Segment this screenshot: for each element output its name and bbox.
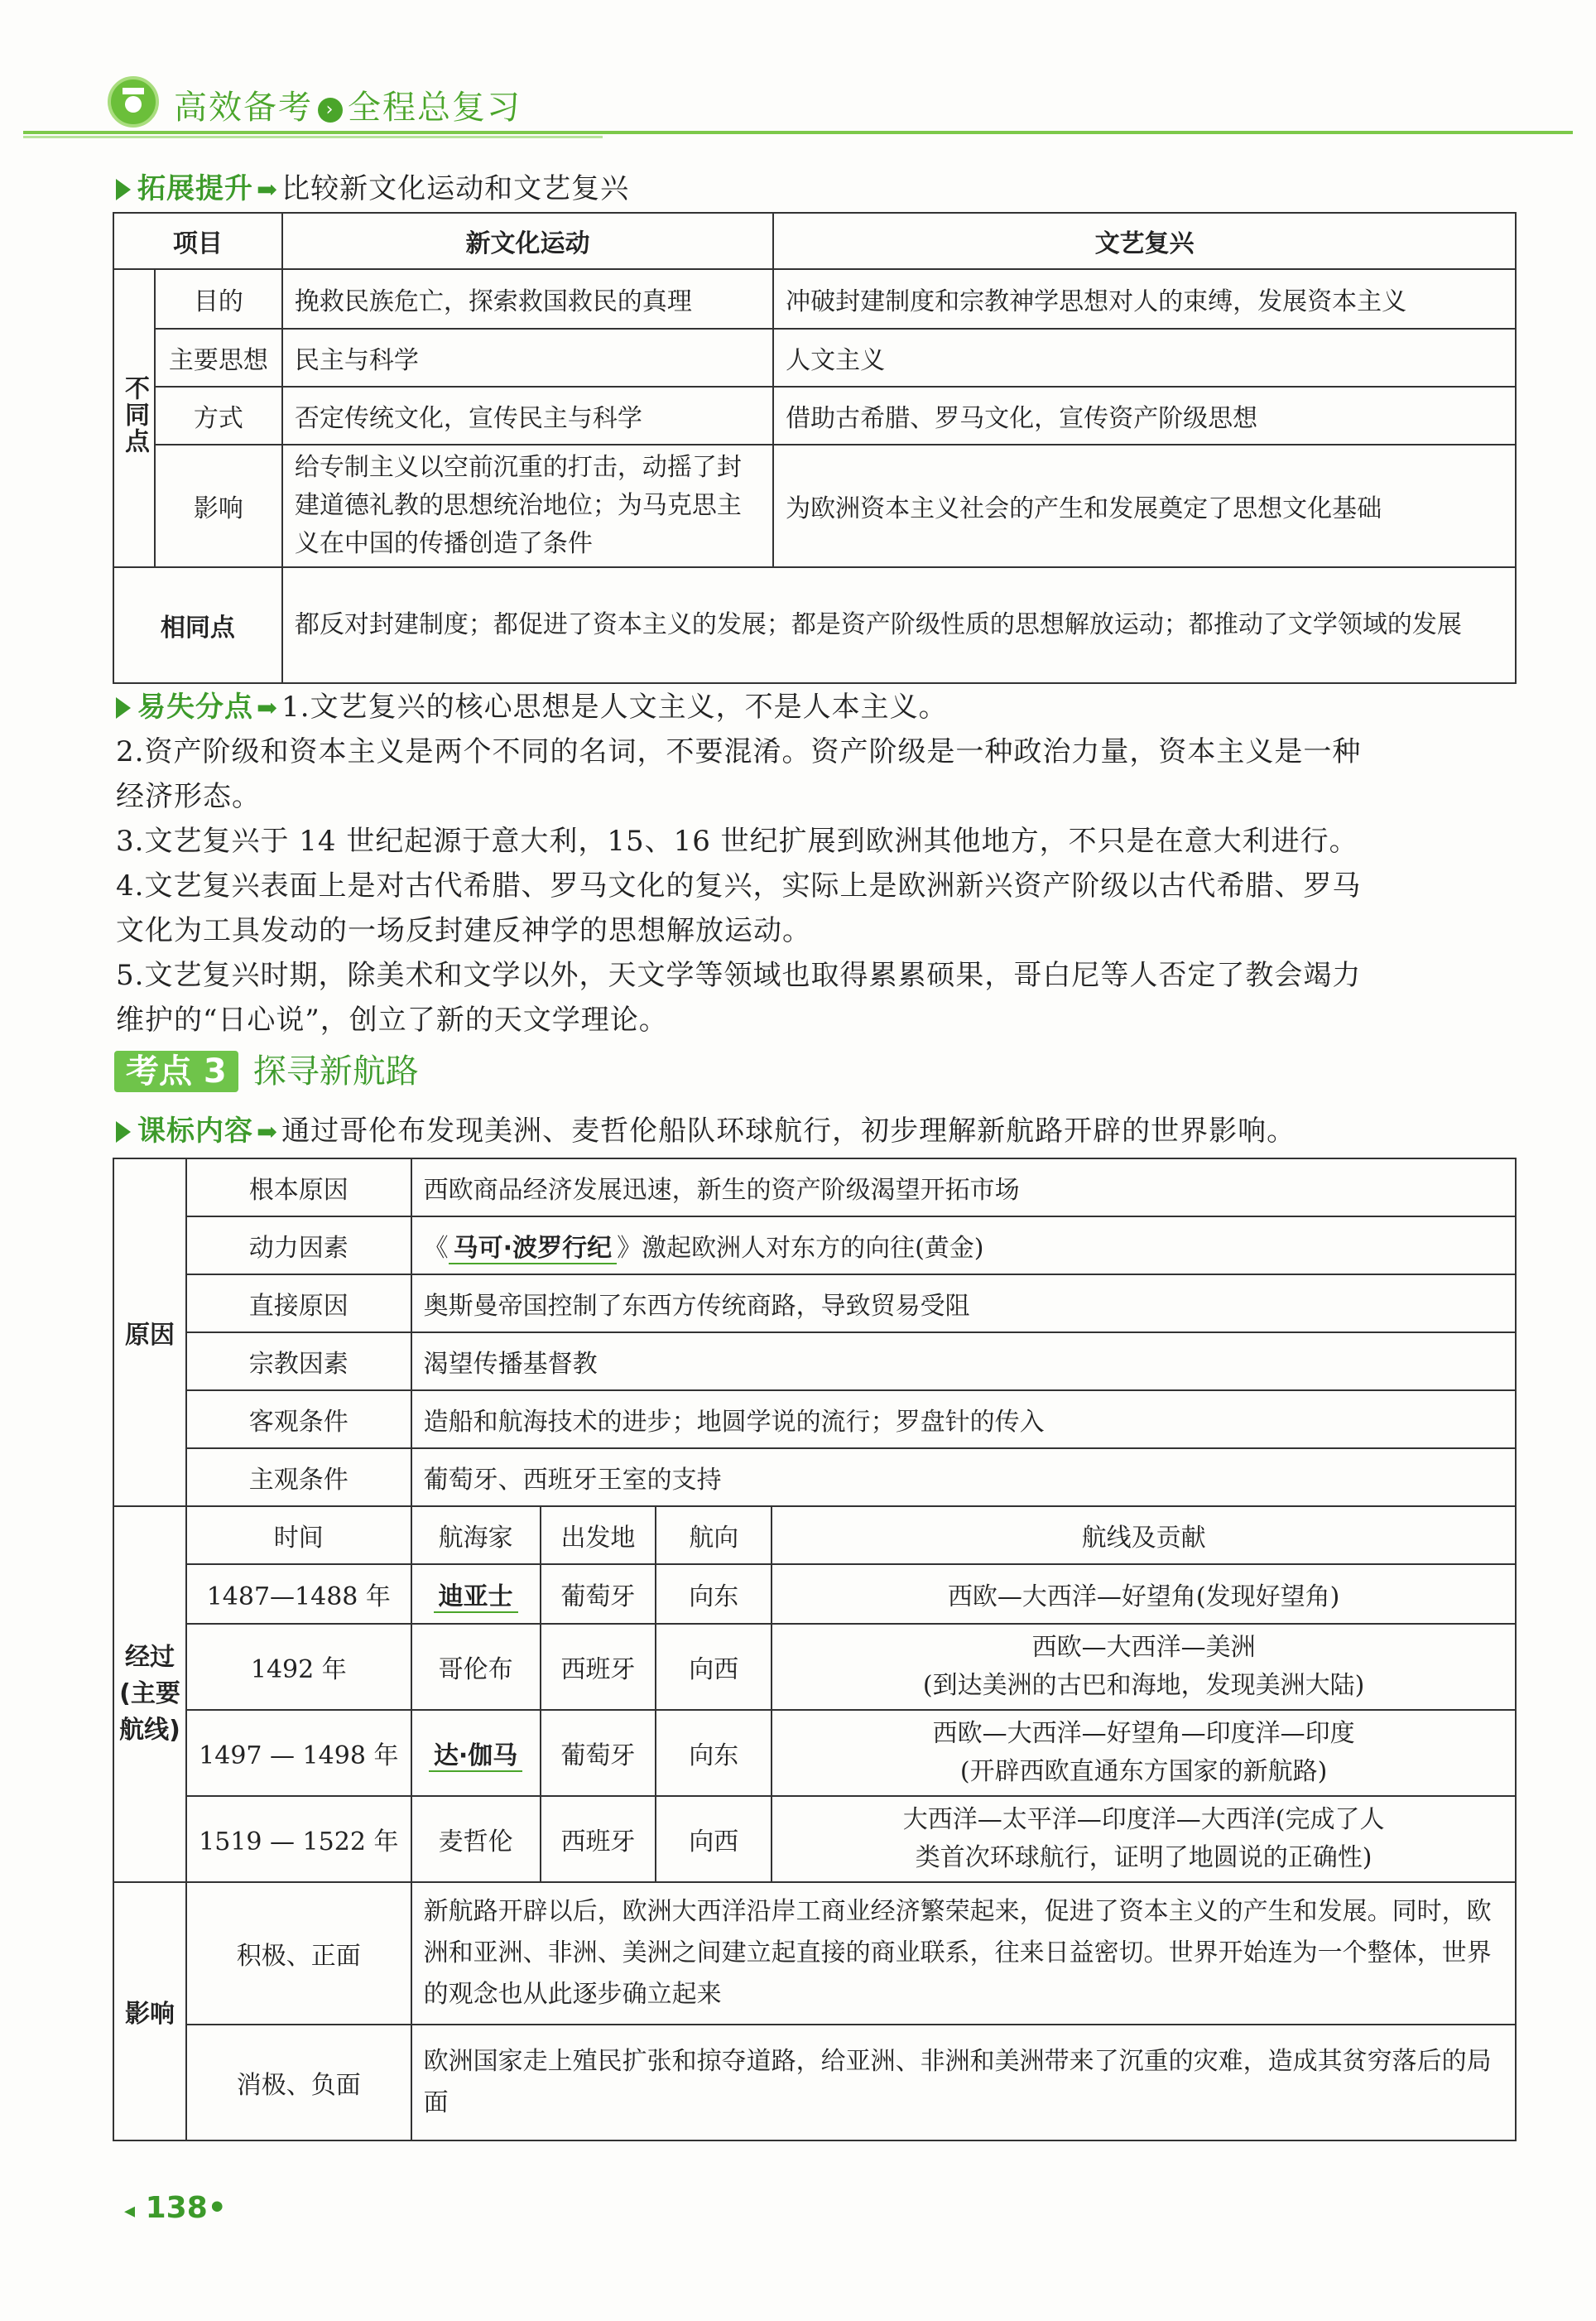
cause-value: 渴望传播基督教 (411, 1332, 1516, 1390)
voyage-direction: 向东 (656, 1710, 772, 1796)
cause-key: 根本原因 (186, 1158, 411, 1216)
row-item: 主要思想 (155, 329, 282, 387)
extend-title: 比较新文化运动和文艺复兴 (281, 172, 630, 205)
comparison-table (113, 212, 1517, 684)
pitfall-item: 3.文艺复兴于 14 世纪起源于意大利，15、16 世纪扩展到欧洲其他地方，不只是在意大利进行。 (116, 825, 1358, 858)
chevron-right-icon: › (318, 98, 343, 123)
row-cell-b: 借助古希腊、罗马文化，宣传资产阶级思想 (773, 387, 1516, 445)
voyage-route (772, 1564, 1516, 1624)
route-contribution: (开辟西欧直通东方国家的新航路) (959, 1757, 1328, 1786)
course-label: 经过(主要航线) (113, 1506, 186, 1882)
cause-value: 葡萄牙、西班牙王室的支持 (411, 1448, 1516, 1506)
head-direction: 航向 (656, 1506, 772, 1564)
pitfall-item: 4.文艺复兴表面上是对古代希腊、罗马文化的复兴，实际上是欧洲新兴资产阶级以古代希腊、罗马 (116, 869, 1362, 903)
triangle-icon (116, 1121, 131, 1143)
cause-value (411, 1216, 1516, 1274)
curriculum-label: 课标内容 (137, 1115, 253, 1148)
arrow-right-icon: ➡ (257, 176, 279, 205)
impact-value: 欧洲国家走上殖民扩张和掠夺道路，给亚洲、非洲和美洲带来了沉重的灾难，造成其贫穷落后的局面 (411, 2025, 1516, 2140)
route-line: 西欧—大西洋—好望角—印度洋—印度 (932, 1719, 1355, 1748)
brand-right: 全程总复习 (348, 89, 522, 127)
voyage-route (772, 1710, 1516, 1796)
caret-left-icon: ◂ (124, 2198, 136, 2223)
voyage-from: 西班牙 (541, 1624, 656, 1710)
cause-value: 造船和航海技术的进步；地圆学说的流行；罗盘针的传入 (411, 1390, 1516, 1448)
voyage-from: 葡萄牙 (541, 1564, 656, 1624)
book-bracket-open: 《 (423, 1234, 449, 1263)
pitfall-item: 2.资产阶级和资本主义是两个不同的名词，不要混淆。资产阶级是一种政治力量，资本主义是一种 (116, 735, 1362, 768)
extend-label: 拓展提升 (137, 172, 253, 205)
impact-key: 消极、负面 (186, 2025, 411, 2140)
same-text: 都反对封建制度；都促进了资本主义的发展；都是资产阶级性质的思想解放运动；都推动了文学领域的发展 (282, 567, 1516, 683)
impact-label: 影响 (113, 1882, 186, 2140)
cause-key: 宗教因素 (186, 1332, 411, 1390)
dot-icon: • (207, 2191, 227, 2225)
curriculum-heading (116, 1108, 1296, 1148)
pitfall-item: 维护的“日心说”，创立了新的天文学理论。 (116, 1004, 668, 1037)
voyage-navigator: 麦哲伦 (411, 1796, 541, 1882)
pitfall-item: 5.文艺复兴时期，除美术和文学以外，天文学等领域也取得累累硕果，哥白尼等人否定了教会竭力 (116, 959, 1362, 992)
arrow-right-icon: ➡ (257, 694, 279, 723)
voyage-direction: 向东 (656, 1564, 772, 1624)
navigator-fill-answer: 迪亚士 (434, 1582, 518, 1613)
book-fill-answer: 马可·波罗行纪 (449, 1234, 617, 1264)
pitfall-heading (116, 684, 948, 725)
voyage-navigator: 哥伦布 (411, 1624, 541, 1710)
route-contribution: 类首次环球航行，证明了地圆说的正确性) (915, 1843, 1372, 1872)
voyage-direction: 向西 (656, 1624, 772, 1710)
voyage-route (772, 1624, 1516, 1710)
kaodian-title: 探寻新航路 (252, 1052, 419, 1091)
page-number-value: 138 (145, 2191, 208, 2225)
student-logo-icon (108, 76, 159, 128)
route-contribution: (到达美洲的古巴和海地，发现美洲大陆) (922, 1671, 1365, 1700)
cause-key: 动力因素 (186, 1216, 411, 1274)
row-cell-a: 给专制主义以空前沉重的打击，动摇了封建道德礼教的思想统治地位；为马克思主义在中国的传播创造了条件 (282, 445, 773, 567)
voyage-time: 1492 年 (186, 1624, 411, 1710)
impact-value: 新航路开辟以后，欧洲大西洋沿岸工商业经济繁荣起来，促进了资本主义的产生和发展。同时，欧洲和亚洲、非洲、美洲之间建立起直接的商业联系，往来日益密切。世界开始连为一个整体，世界的观念也从此逐步确立起来 (411, 1882, 1516, 2025)
th-item: 项目 (113, 213, 282, 269)
cause-value-rest: 》激起欧洲人对东方的向往(黄金) (617, 1234, 984, 1263)
kaodian-badge: 考点 3 (114, 1051, 238, 1092)
page-header (23, 76, 1573, 142)
voyage-from: 葡萄牙 (541, 1710, 656, 1796)
route-line: 大西洋—太平洋—印度洋—大西洋(完成了人 (902, 1805, 1385, 1834)
voyage-route (772, 1796, 1516, 1882)
new-route-table (113, 1158, 1517, 2141)
row-item: 目的 (155, 269, 282, 329)
head-route: 航线及贡献 (772, 1506, 1516, 1564)
row-cell-b: 为欧洲资本主义社会的产生和发展奠定了思想文化基础 (773, 445, 1516, 567)
th-renaissance: 文艺复兴 (773, 213, 1516, 269)
arrow-right-icon: ➡ (257, 1118, 279, 1147)
voyage-direction: 向西 (656, 1796, 772, 1882)
header-divider (23, 131, 1573, 134)
th-new-culture: 新文化运动 (282, 213, 773, 269)
row-cell-b: 冲破封建制度和宗教神学思想对人的束缚，发展资本主义 (773, 269, 1516, 329)
cause-key: 主观条件 (186, 1448, 411, 1506)
kaodian-heading (114, 1045, 419, 1092)
extend-heading (116, 166, 629, 206)
voyage-from: 西班牙 (541, 1796, 656, 1882)
voyage-time: 1497 — 1498 年 (186, 1710, 411, 1796)
navigator-fill-answer: 达·伽马 (429, 1741, 522, 1772)
head-time: 时间 (186, 1506, 411, 1564)
same-label: 相同点 (113, 567, 282, 683)
route-line: 西欧—大西洋—美洲 (1031, 1633, 1256, 1662)
cause-value: 奥斯曼帝国控制了东西方传统商路，导致贸易受阻 (411, 1274, 1516, 1332)
cause-value: 西欧商品经济发展迅速，新生的资产阶级渴望开拓市场 (411, 1158, 1516, 1216)
pitfall-label: 易失分点 (137, 691, 253, 724)
group-differences-label: 不同点 (119, 375, 149, 455)
triangle-icon (116, 179, 131, 200)
brand-title (174, 81, 522, 128)
triangle-icon (116, 697, 131, 719)
route-line: 西欧—大西洋—好望角(发现好望角) (947, 1582, 1340, 1611)
pitfall-item: 文化为工具发动的一场反封建反神学的思想解放运动。 (116, 914, 811, 947)
header-divider-accent (23, 136, 603, 138)
voyage-time: 1519 — 1522 年 (186, 1796, 411, 1882)
row-cell-a: 否定传统文化，宣传民主与科学 (282, 387, 773, 445)
group-differences (113, 269, 155, 567)
voyage-time: 1487—1488 年 (186, 1564, 411, 1624)
voyage-navigator (411, 1710, 541, 1796)
row-item: 影响 (155, 445, 282, 567)
head-from: 出发地 (541, 1506, 656, 1564)
impact-key: 积极、正面 (186, 1882, 411, 2025)
row-cell-a: 挽救民族危亡，探索救国救民的真理 (282, 269, 773, 329)
cause-label: 原因 (113, 1158, 186, 1506)
row-cell-a: 民主与科学 (282, 329, 773, 387)
page-number (124, 2191, 227, 2225)
voyage-navigator (411, 1564, 541, 1624)
pitfall-item: 1.文艺复兴的核心思想是人文主义，不是人本主义。 (281, 691, 948, 724)
curriculum-text: 通过哥伦布发现美洲、麦哲伦船队环球航行，初步理解新航路开辟的世界影响。 (281, 1115, 1296, 1148)
row-cell-b: 人文主义 (773, 329, 1516, 387)
cause-key: 直接原因 (186, 1274, 411, 1332)
cause-key: 客观条件 (186, 1390, 411, 1448)
brand-left: 高效备考 (174, 89, 313, 127)
pitfall-item: 经济形态。 (116, 780, 261, 813)
head-navigator: 航海家 (411, 1506, 541, 1564)
row-item: 方式 (155, 387, 282, 445)
